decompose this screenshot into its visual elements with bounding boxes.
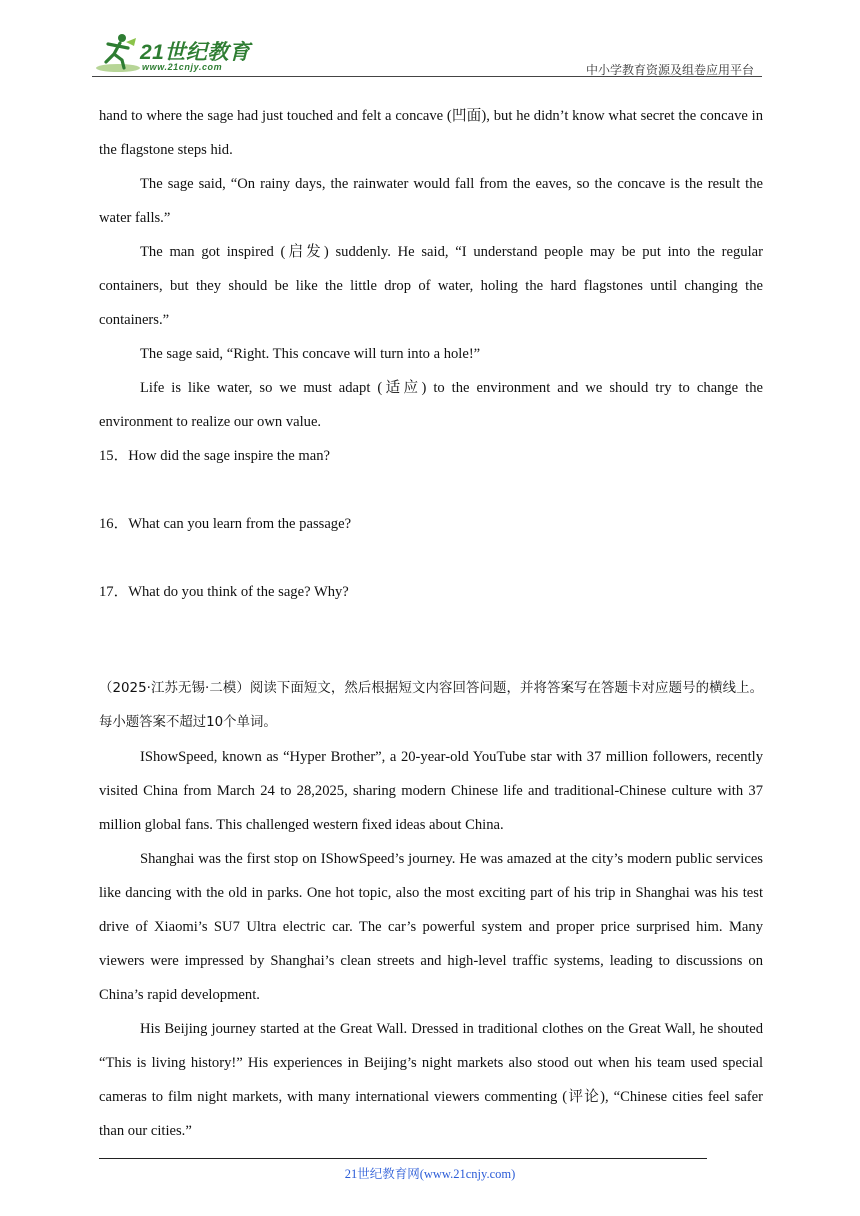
answer-space bbox=[99, 473, 763, 507]
answer-space bbox=[99, 541, 763, 575]
platform-title: 中小学教育资源及组卷应用平台 bbox=[585, 63, 754, 77]
passage-paragraph: His Beijing journey started at the Great Wall. Dressed in traditional clothes on the Great Wall, he shouted “This is living history!” His experiences in Beijing’s night markets also stood out when his team used special cameras to film night markets, with many international viewers commenting (评论), “Chinese cities feel safer than our cities.” bbox=[99, 1021, 763, 1139]
passage-paragraph: Life is like water, so we must adapt (适应) to the environment and we should try to change the environment to realize our own value. bbox=[99, 380, 763, 430]
section-gap bbox=[99, 609, 763, 672]
footer-divider bbox=[99, 1158, 707, 1159]
runner-logo-icon bbox=[94, 32, 140, 74]
question-17: 17．What do you think of the sage? Why? bbox=[99, 584, 349, 600]
passage-paragraph: IShowSpeed, known as “Hyper Brother”, a 20-year-old YouTube star with 37 million followers, recently visited China from March 24 to 28,2025, sharing modern Chinese life and traditional-Chinese culture with 37 million global fans. This challenged western fixed ideas about China. bbox=[99, 749, 763, 833]
document-body bbox=[99, 99, 763, 1148]
passage-paragraph: The sage said, “On rainy days, the rainwater would fall from the eaves, so the concave is the result the water falls.” bbox=[99, 176, 763, 226]
page-header bbox=[92, 30, 762, 78]
section-instructions: （2025·江苏无锡·二模）阅读下面短文，然后根据短文内容回答问题，并将答案写在答题卡对应题号的横线上。每小题答案不超过10个单词。 bbox=[99, 681, 763, 730]
question-15: 15．How did the sage inspire the man? bbox=[99, 448, 331, 464]
passage-paragraph: The sage said, “Right. This concave will turn into a hole!” bbox=[140, 346, 481, 362]
passage-paragraph: Shanghai was the first stop on IShowSpeed’s journey. He was amazed at the city’s modern public services like dancing with the old in parks. One hot topic, also the most exciting part of his trip in Shanghai was his test drive of Xiaomi’s SU7 Ultra electric car. The car’s powerful system and proper price surprised him. Many viewers were impressed by Shanghai’s clean streets and high-level traffic systems, leading to discussions on China’s rapid development. bbox=[99, 851, 763, 1003]
passage-paragraph: hand to where the sage had just touched and felt a concave (凹面), but he didn’t know what secret the concave in the flagstone steps hid. bbox=[99, 108, 763, 158]
logo-text: 21世纪教育 bbox=[140, 41, 251, 64]
question-16: 16．What can you learn from the passage? bbox=[99, 516, 352, 532]
header-divider bbox=[92, 76, 762, 77]
site-logo bbox=[92, 30, 262, 76]
passage-paragraph: The man got inspired (启发) suddenly. He said, “I understand people may be put into the regular containers, but they should be like the little drop of water, holing the hard flagstones until changing the containers.” bbox=[99, 244, 763, 328]
logo-url: www.21cnjy.com bbox=[142, 62, 223, 72]
footer-link[interactable]: 21世纪教育网(www.21cnjy.com) bbox=[344, 1167, 516, 1181]
